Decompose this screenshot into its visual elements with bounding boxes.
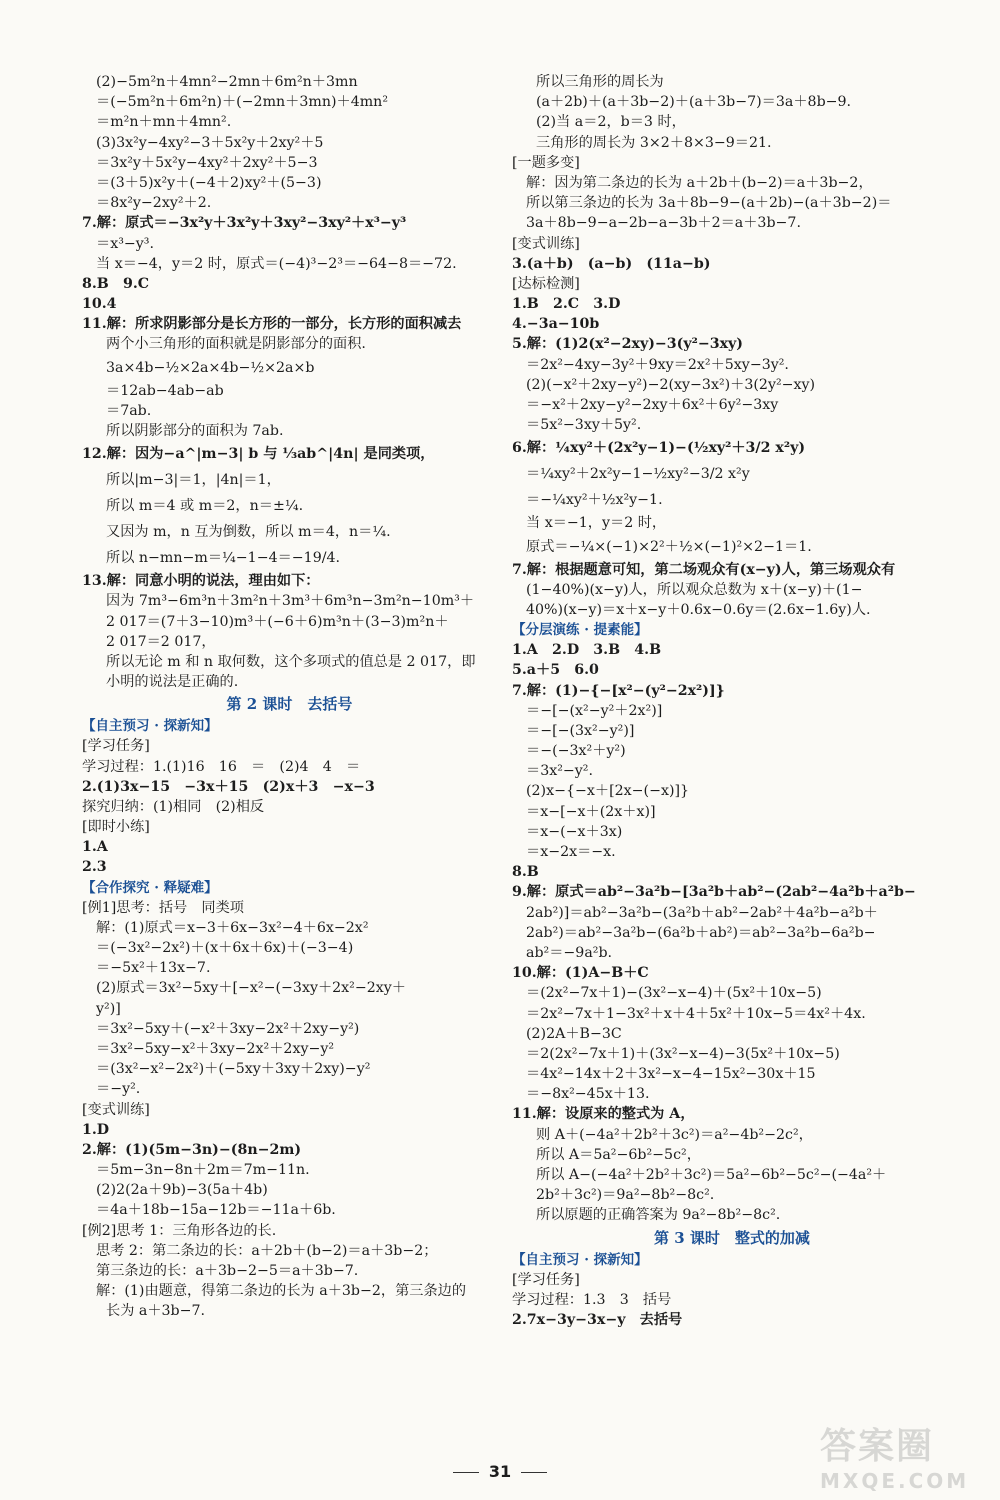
- left-line: 学习过程：1.(1)16 16 ＝ (2)4 4 ＝: [82, 758, 361, 775]
- left-line: 2.(1)3x−15 −3x＋15 (2)x＋3 −x−3: [82, 778, 375, 795]
- right-line: ab²＝−9a²b.: [526, 944, 613, 961]
- left-line: 10.4: [82, 296, 117, 313]
- left-line: 解：(1)由题意，得第二条边的长为 a＋3b−2，第三条边的: [96, 1283, 467, 1300]
- left-line: 因为 7m³−6m³n＋3m²n＋3m³＋6m³n−3m²n−10m³＋: [106, 593, 475, 610]
- right-line: ＝2x²−7x＋1−3x²＋x＋4＋5x²＋10x−5＝4x²＋4x.: [526, 1005, 866, 1022]
- right-line: [一题多变]: [512, 154, 580, 171]
- right-line: [学习任务]: [512, 1271, 580, 1288]
- right-line: 3.(a＋b) (a−b) (11a−b): [512, 255, 711, 272]
- right-line: [达标检测]: [512, 275, 580, 292]
- right-line: ＝−x²＋2xy−y²−2xy＋6x²＋6y²−3xy: [526, 397, 779, 413]
- right-line: 第 3 课时 整式的加减: [654, 1228, 810, 1247]
- right-line: 则 A＋(−4a²＋2b²＋3c²)＝a²−4b²−2c²，: [536, 1126, 813, 1143]
- right-line: 三角形的周长为 3×2＋8×3−9＝21.: [536, 134, 772, 151]
- left-line: ＝−y².: [96, 1081, 141, 1098]
- left-line: 解：(1)原式＝x−3＋6x−3x²−4＋6x−2x²: [96, 919, 369, 936]
- page-number-rule-right: [521, 1472, 547, 1473]
- left-line: [学习任务]: [82, 738, 150, 755]
- right-line: 当 x＝−1，y＝2 时，: [526, 515, 667, 532]
- left-line: ＝4a＋18b−15a−12b＝−11a＋6b.: [96, 1202, 336, 1219]
- right-line: ＝4x²−14x＋2＋3x²−x−4−15x²−30x＋15: [526, 1066, 816, 1083]
- left-line: 3a×4b−½×2a×4b−½×2a×b: [106, 359, 315, 376]
- right-line: 6.解：¼xy²＋(2x²y−1)−(½xy²＋3/2 x²y): [512, 440, 806, 457]
- right-line: ＝x−(−x＋3x): [526, 823, 623, 840]
- right-line: 2b²＋3c²)＝9a²−8b²−8c².: [536, 1187, 715, 1204]
- left-line: 所以 n−mn−m＝¼−1−4＝−19/4.: [106, 550, 341, 567]
- left-line: 1.D: [82, 1121, 110, 1138]
- right-line: 4.−3a−10b: [512, 316, 600, 333]
- left-line: ＝3x²−5xy＋(−x²＋3xy−2x²＋2xy−y²): [96, 1020, 360, 1037]
- right-line: 10.解：(1)A−B＋C: [512, 965, 649, 982]
- right-line: 7.解：根据题意可知，第二场观众有(x−y)人，第三场观众有: [512, 561, 896, 578]
- left-line: 1.A: [82, 839, 108, 856]
- right-line: 2ab²)＝ab²−3a²b−(6a²b＋ab²)＝ab²−3a²b−6a²b−: [526, 924, 876, 941]
- right-line: 1.B 2.C 3.D: [512, 296, 621, 313]
- right-line: 所以原题的正确答案为 9a²−8b²−8c².: [536, 1207, 781, 1224]
- page-number-rule-left: [453, 1472, 479, 1473]
- left-line: [即时小练]: [82, 819, 150, 836]
- right-line: 11.解：设原来的整式为 A，: [512, 1106, 695, 1123]
- left-line: (2)−5m²n＋4mn²−2mn＋6m²n＋3mn: [96, 74, 358, 90]
- right-line: 2ab²)]＝ab²−3a²b−(3a²b＋ab²−2ab²＋4a²b−a²b＋: [526, 904, 878, 921]
- right-line: (2)x−{−x＋[2x−(−x)]}: [526, 783, 690, 800]
- right-line: ＝x−2x＝−x.: [526, 844, 616, 860]
- right-line: 【分层演练 · 提素能】: [512, 622, 648, 639]
- right-line: (a＋2b)＋(a＋3b−2)＋(a＋3b−7)＝3a＋8b−9.: [536, 94, 852, 111]
- right-line: 5.解：(1)2(x²−2xy)−3(y²−3xy): [512, 336, 744, 353]
- left-line: 两个小三角形的面积就是阴影部分的面积.: [106, 336, 366, 353]
- left-line: 又因为 m，n 互为倒数，所以 m＝4，n＝¼.: [106, 524, 391, 541]
- left-line: ＝3x²y＋5x²y−4xy²＋2xy²＋5−3: [96, 154, 318, 171]
- left-line: (3)3x²y−4xy²−3＋5x²y＋2xy²＋5: [96, 134, 324, 151]
- left-line: 所以|m−3|＝1，|4n|＝1，: [106, 472, 281, 489]
- right-line: ＝2(2x²−7x＋1)＋(3x²−x−4)−3(5x²＋10x−5): [526, 1045, 840, 1062]
- left-line: ＝7ab.: [106, 402, 152, 419]
- watermark-logo-text: 答案圈: [820, 1426, 935, 1467]
- right-line: (1−40%)(x−y)人，所以观众总数为 x＋(x−y)＋(1−: [526, 581, 863, 598]
- left-line: 思考 2：第二条边的长：a＋2b＋(b−2)＝a＋3b−2；: [96, 1242, 438, 1259]
- left-column: [82, 72, 497, 1322]
- right-line: (2)(−x²＋2xy−y²)−2(xy−3x²)＋3(2y²−xy): [526, 376, 816, 393]
- left-line: ＝(−3x²−2x²)＋(x＋6x＋6x)＋(−3−4): [96, 940, 354, 956]
- watermark: [820, 1418, 980, 1493]
- left-line: 【合作探究 · 释疑难】: [82, 879, 218, 896]
- left-line: 2.3: [82, 859, 107, 876]
- left-line: 12.解：因为−a^|m−3| b 与 ⅓ab^|4n| 是同类项，: [82, 446, 435, 463]
- watermark-url: MXQE.COM: [820, 1469, 970, 1493]
- right-line: 3a＋8b−9−a−2b−a−3b＋2＝a＋3b−7.: [526, 215, 801, 232]
- right-line: 5.a＋5 6.0: [512, 662, 599, 679]
- right-line: 【自主预习 · 探新知】: [512, 1251, 648, 1268]
- right-line: 所以 A−(−4a²＋2b²＋3c²)＝5a²−6b²−5c²−(−4a²＋: [536, 1167, 887, 1183]
- right-line: ＝−8x²−45x＋13.: [526, 1086, 650, 1103]
- right-line: 解：因为第二条边的长为 a＋2b＋(b−2)＝a＋3b−2，: [526, 174, 873, 191]
- right-line: ＝x−[−x＋(2x＋x)]: [526, 803, 656, 820]
- left-line: 所以 m＝4 或 m＝2，n＝±¼.: [106, 498, 304, 515]
- right-line: 原式＝−¼×(−1)×2²＋½×(−1)²×2−1＝1.: [526, 538, 812, 555]
- right-line: 40%)(x−y)＝x＋x−y＋0.6x−0.6y＝(2.6x−1.6y)人.: [526, 601, 871, 618]
- left-line: [例1]思考：括号 同类项: [82, 899, 244, 916]
- right-line: 2.7x−3y−3x−y 去括号: [512, 1311, 683, 1328]
- right-line: 所以 A＝5a²−6b²−5c²，: [536, 1146, 701, 1163]
- left-line: 小明的说法是正确的.: [106, 674, 239, 691]
- right-line: ＝¼xy²＋2x²y−1−½xy²−3/2 x²y: [526, 466, 750, 483]
- left-line: ＝(−5m²n＋6m²n)＋(−2mn＋3mn)＋4mn²: [96, 94, 389, 111]
- left-line: [例2]思考 1：三角形各边的长.: [82, 1222, 277, 1239]
- left-line: ＝3x²−5xy−x²＋3xy−2x²＋2xy−y²: [96, 1040, 335, 1057]
- left-line: 所以无论 m 和 n 取何数，这个多项式的值总是 2 017，即: [106, 653, 476, 670]
- right-line: ＝−(−3x²＋y²): [526, 743, 626, 760]
- page-number-text: 31: [488, 1462, 512, 1481]
- right-line: 1.A 2.D 3.B 4.B: [512, 642, 662, 659]
- right-line: ＝(2x²−7x＋1)−(3x²−x−4)＋(5x²＋10x−5): [526, 985, 822, 1002]
- left-line: 第 2 课时 去括号: [226, 695, 353, 714]
- left-line: ＝x³−y³.: [96, 235, 154, 252]
- right-line: (2)当 a＝2，b＝3 时，: [536, 114, 686, 131]
- left-line: 所以阴影部分的面积为 7ab.: [106, 423, 284, 439]
- right-line: ＝3x²−y².: [526, 763, 594, 780]
- right-line: [变式训练]: [512, 235, 580, 252]
- left-line: (2)原式＝3x²−5xy＋[−x²−(−3xy＋2x²−2xy＋: [96, 980, 406, 997]
- left-line: 8.B 9.C: [82, 275, 150, 292]
- left-line: 2 017＝2 017，: [106, 633, 216, 650]
- right-line: 8.B: [512, 864, 539, 881]
- right-line: 所以第三条边的长为 3a＋8b−9−(a＋2b)−(a＋3b−2)＝: [526, 195, 892, 212]
- left-line: 探究归纳：(1)相同 (2)相反: [82, 798, 265, 815]
- left-line: ＝8x²y−2xy²＋2.: [96, 195, 212, 212]
- right-line: ＝5x²−3xy＋5y².: [526, 417, 642, 434]
- left-line: 第三条边的长：a＋3b−2−5＝a＋3b−7.: [96, 1263, 359, 1279]
- left-line: 2 017＝(7＋3−10)m³＋(−6＋6)m³n＋(3−3)m²n＋: [106, 613, 449, 630]
- left-line: 2.解：(1)(5m−3n)−(8n−2m): [82, 1141, 302, 1158]
- right-line: ＝−¼xy²＋½x²y−1.: [526, 492, 663, 509]
- left-line: y²)]: [96, 1000, 121, 1017]
- right-line: ＝−[−(x²−y²＋2x²)]: [526, 702, 663, 719]
- right-line: 9.解：原式＝ab²−3a²b−[3a²b＋ab²−(2ab²−4a²b＋a²b−: [512, 884, 916, 901]
- right-line: 7.解：(1)−{−[x²−(y²−2x²)]}: [512, 682, 725, 699]
- left-line: 11.解：所求阴影部分是长方形的一部分，长方形的面积减去: [82, 316, 462, 333]
- right-line: (2)2A＋B−3C: [526, 1025, 622, 1042]
- left-line: ＝−5x²＋13x−7.: [96, 960, 211, 977]
- left-line: 13.解：同意小明的说法，理由如下：: [82, 573, 320, 590]
- right-column: [512, 72, 952, 1330]
- left-line: 长为 a＋3b−7.: [106, 1303, 206, 1320]
- left-line: 【自主预习 · 探新知】: [82, 718, 218, 735]
- left-line: ＝12ab−4ab−ab: [106, 382, 224, 399]
- left-line: ＝m²n＋mn＋4mn².: [96, 114, 232, 131]
- left-line: ＝5m−3n−8n＋2m＝7m−11n.: [96, 1162, 310, 1179]
- right-line: ＝−[−(3x²−y²)]: [526, 722, 635, 739]
- right-line: ＝2x²−4xy−3y²＋9xy＝2x²＋5xy−3y².: [526, 356, 789, 373]
- left-line: ＝(3x²−x²−2x²)＋(−5xy＋3xy＋2xy)−y²: [96, 1061, 371, 1078]
- right-line: 所以三角形的周长为: [536, 74, 664, 90]
- left-line: 7.解：原式＝−3x²y＋3x²y＋3xy²−3xy²＋x³−y³: [82, 215, 407, 232]
- left-line: 当 x＝−4，y＝2 时，原式＝(−4)³−2³＝−64−8＝−72.: [96, 255, 457, 272]
- left-line: [变式训练]: [82, 1101, 150, 1118]
- left-line: ＝(3＋5)x²y＋(−4＋2)xy²＋(5−3): [96, 174, 322, 191]
- left-line: (2)2(2a＋9b)−3(5a＋4b): [96, 1182, 268, 1199]
- right-line: 学习过程：1.3 3 括号: [512, 1291, 672, 1308]
